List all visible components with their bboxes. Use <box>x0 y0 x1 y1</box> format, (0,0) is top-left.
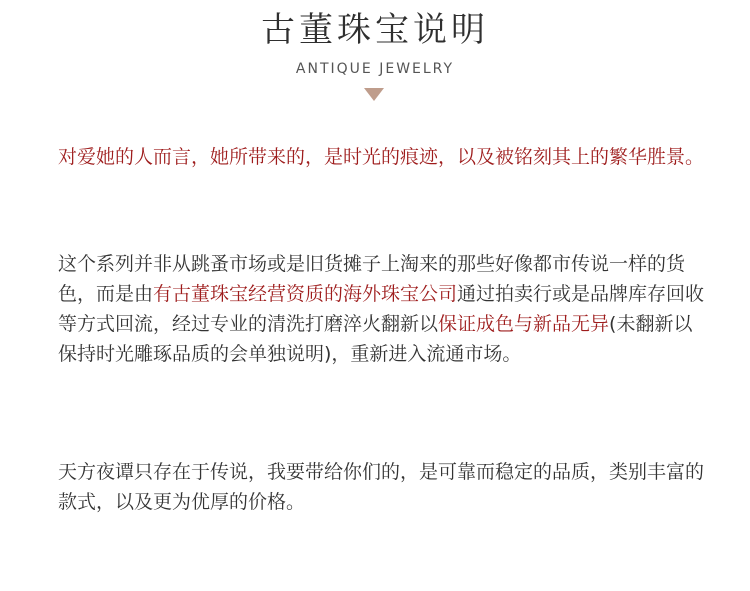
page-title: 古董珠宝说明 <box>261 10 489 50</box>
sourcing-text-2: 通过拍卖行或是品牌库存回收等方式回流，经过专业的清洗打磨淬火翻新以 <box>58 283 705 335</box>
sourcing-text-3: (未翻新以保持时光雕琢品质的会单独说明)，重新进入流通市场。 <box>58 313 693 365</box>
sourcing-text-1: 这个系列并非从跳蚤市场或是旧货摊子上淘来的那些好像都市传说一样的货色，而是由 <box>58 253 686 305</box>
sourcing-highlight-company: 有古董珠宝经营资质的海外珠宝公司 <box>153 283 458 305</box>
promise-paragraph: 天方夜谭只存在于传说，我要带给你们的，是可靠而稳定的品质，类别丰富的款式，以及更为优厚的价格。 <box>58 461 705 513</box>
sourcing-highlight-quality: 保证成色与新品无异 <box>438 313 610 335</box>
triangle-down-icon <box>364 88 384 101</box>
page-subtitle: ANTIQUE JEWELRY <box>295 61 455 77</box>
sourcing-paragraph <box>58 249 708 369</box>
intro-paragraph: 对爱她的人而言，她所带来的，是时光的痕迹，以及被铭刻其上的繁华胜景。 <box>58 146 705 168</box>
